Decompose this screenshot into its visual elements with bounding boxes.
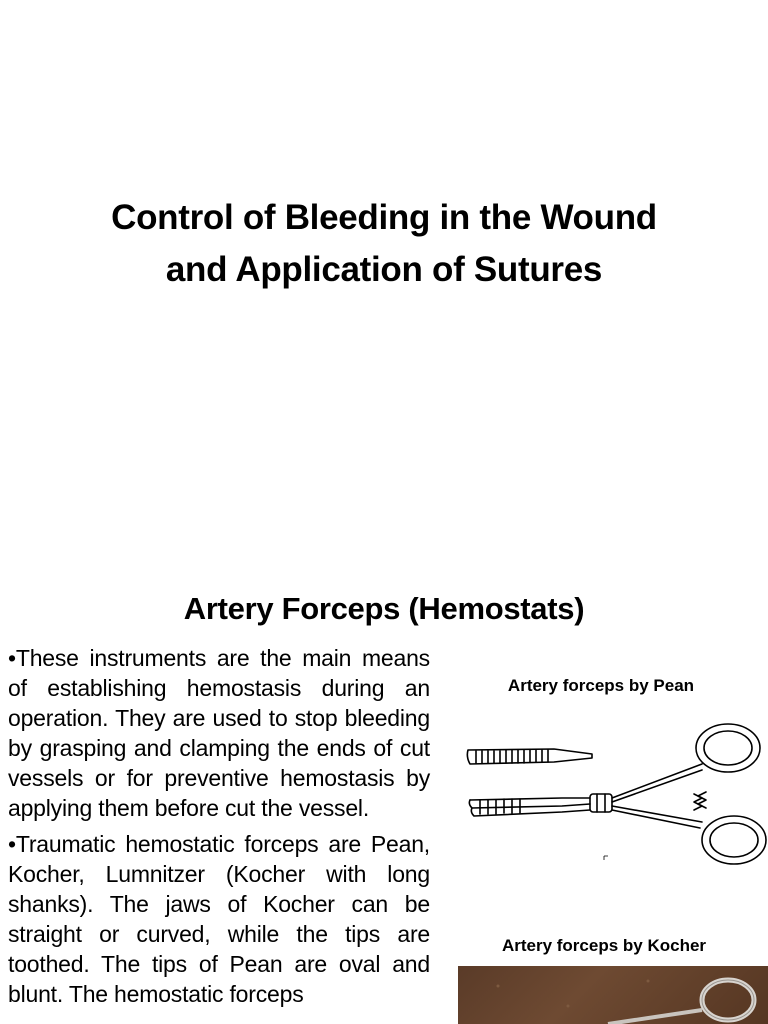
- body-text: [8, 643, 430, 1015]
- title-line-1: Control of Bleeding in the Wound: [111, 198, 657, 237]
- slide-2-title: Artery Forceps (Hemostats): [183, 591, 585, 626]
- artery-forceps-drawing-icon: [462, 718, 768, 868]
- kocher-caption: Artery forceps by Kocher: [501, 936, 707, 955]
- pean-caption: Artery forceps by Pean: [507, 676, 695, 695]
- paragraph-2: •Traumatic hemostatic forceps are Pean, Kocher, Lumnitzer (Kocher with long shanks). The jaws of Kocher can be straight or curved, while the tips are toothed. The tips of Pean are oval and blunt. The hemostatic forceps: [8, 831, 430, 1007]
- title-line-2: and Application of Sutures: [165, 250, 603, 289]
- paragraph-1: •These instruments are the main means of establishing hemostasis during an operation. They are used to stop bleeding by grasping and clamping the ends of cut vessels or for preventive hemostasis by applying them before cut the vessel.: [8, 645, 430, 821]
- kocher-forceps-photo-icon: [458, 966, 768, 1024]
- slide-1-title: [0, 192, 768, 296]
